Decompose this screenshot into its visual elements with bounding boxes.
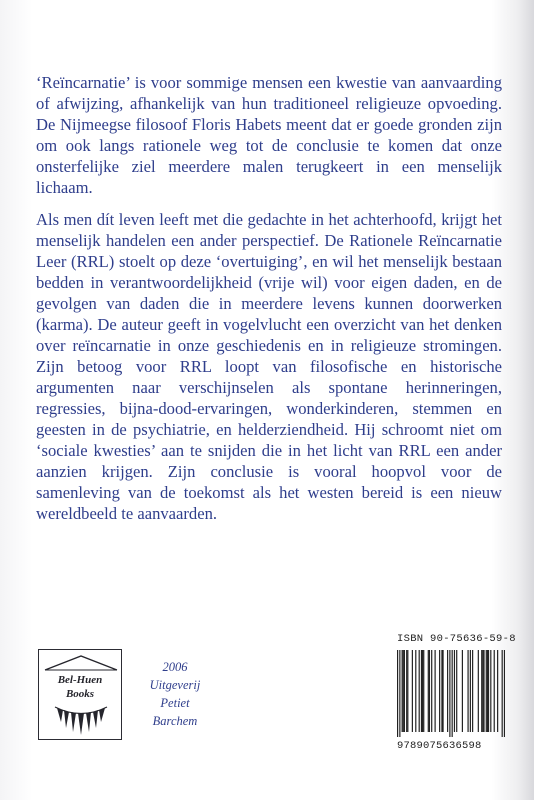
barcode-bar <box>439 650 440 732</box>
barcode-bar <box>429 650 430 732</box>
barcode-bar <box>486 650 487 732</box>
barcode-digits: 9789075636598 <box>397 740 482 752</box>
barcode-bar <box>407 650 408 732</box>
barcode-bar <box>428 650 429 732</box>
barcode-bar <box>397 650 398 737</box>
barcode-bar <box>399 650 400 737</box>
barcode-bar <box>404 650 405 732</box>
barcode-bar <box>421 650 422 732</box>
barcode-bar <box>470 650 471 732</box>
barcode-bar <box>441 650 442 732</box>
back-cover-blurb <box>36 72 502 535</box>
barcode-bar <box>488 650 489 732</box>
barcode-bar <box>415 650 416 732</box>
barcode-bar <box>449 650 450 737</box>
barcode-bar <box>431 650 432 732</box>
publication-year: 2006 <box>162 660 188 674</box>
publisher-location: Barchem <box>152 714 198 728</box>
barcode-bar <box>403 650 404 732</box>
barcode-bar <box>406 650 407 732</box>
publisher-info <box>140 658 210 730</box>
isbn-label: ISBN 90-75636-59-8 <box>397 633 516 645</box>
barcode-bar <box>478 650 479 732</box>
blurb-paragraph-2: Als men dít leven leeft met die gedachte in het achterhoofd, krijgt het menselijk handelen een ander perspectief. De Rationele Reïncarnatie Leer (RRL) stoelt op deze ‘overtuiging’, en wil het menselijk bestaan bedden in verantwoordelijkheid (vrije wil) voor eigen daden, en de gevolgen van daden die in meerdere levens kunnen doorwerken (karma). De auteur geeft in vogelvlucht een overzicht van het denken over reïncarnatie in onze geschiedenis en in religieuze stromingen. Zijn betoog voor RRL loopt van filosofische en historische argumenten naar verschijnselen als spontane herinneringen, regressies, bijna-dood-ervaringen, wonderkinderen, stemmen en geesten in de psychiatrie, en helderziendheid. Hij schroomt niet om ‘sociale kwesties’ aan te snijden die in het licht van RRL een ander aanzien krijgen. Zijn conclusie is vooral hoopvol voor de samenleving van de toekomst als het westen bereid is een nieuw wereldbeeld te aanvaarden. <box>36 210 502 523</box>
barcode-bar <box>452 650 453 737</box>
publisher-logo <box>38 649 122 740</box>
barcode-bar <box>482 650 483 732</box>
barcode-bar <box>412 650 413 732</box>
logo-text-line-2: Books <box>65 688 95 700</box>
barcode-bar <box>454 650 455 732</box>
barcode-bar <box>481 650 482 732</box>
barcode-bar <box>483 650 484 732</box>
barcode-bar <box>419 650 420 732</box>
publisher-name-line-1: Uitgeverij <box>149 678 201 692</box>
barcode-bar <box>472 650 473 732</box>
barcode <box>397 650 505 737</box>
barcode-bar <box>504 650 505 737</box>
barcode-bar <box>502 650 503 737</box>
barcode-bar <box>442 650 443 732</box>
barcode-bar <box>467 650 468 732</box>
barcode-bar <box>402 650 403 732</box>
publisher-name-line-2: Petiet <box>160 696 190 710</box>
blurb-paragraph-1: ‘Reïncarnatie’ is voor sommige mensen een kwestie van aanvaarding of afwijzing, afhankelijk van hun traditioneel religieuze opvoeding. De Nijmeegse filosoof Floris Habets meent dat er goede gronden zijn om ook langs rationele weg tot de conclusie te komen dat onze onsterfelijke ziel meerdere malen terugkeert in een menselijk lichaam. <box>36 73 502 197</box>
barcode-bar <box>456 650 457 732</box>
barcode-bar <box>497 650 498 732</box>
barcode-bar <box>494 650 495 732</box>
barcode-bar <box>490 650 491 732</box>
barcode-bar <box>447 650 448 732</box>
barcode-bar <box>487 650 488 732</box>
barcode-bar <box>422 650 423 732</box>
barcode-bar <box>435 650 436 732</box>
logo-text-line-1: Bel-Huen <box>57 674 103 686</box>
barcode-bar <box>423 650 424 732</box>
barcode-bars <box>397 650 505 737</box>
barcode-bar <box>462 650 463 732</box>
